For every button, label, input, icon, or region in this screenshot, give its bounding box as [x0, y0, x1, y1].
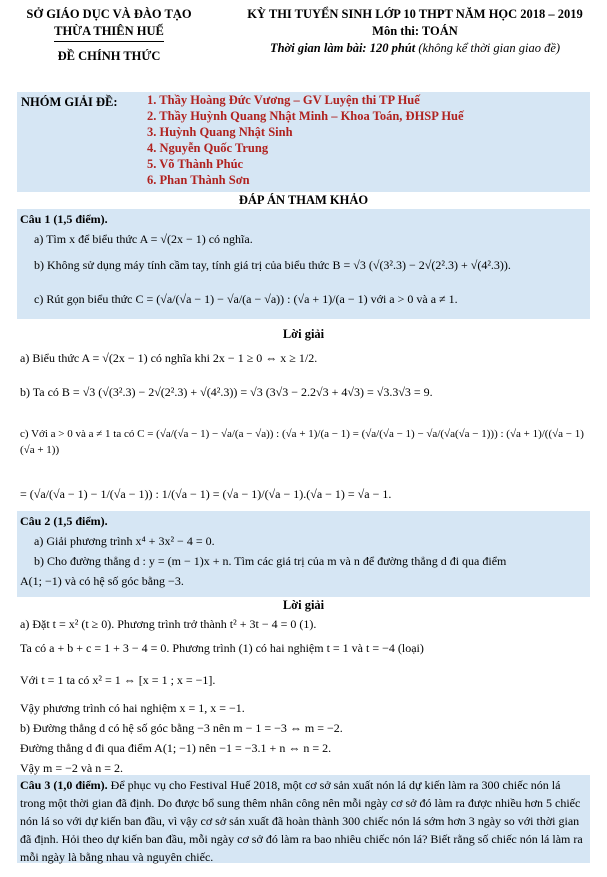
question3 [20, 776, 585, 866]
exam-time: Thời gian làm bài: 120 phút [269, 41, 416, 55]
solution2-line6: Đường thẳng d đi qua điểm A(1; −1) nên −1 = −3.1 + n ⇔ n = 2. [20, 741, 332, 755]
question1-part-a: a) Tìm x để biểu thức A = √(2x − 1) có nghĩa. [34, 232, 253, 246]
solver-team-box [17, 92, 590, 192]
question2-part-b-line1: b) Cho đường thẳng d : y = (m − 1)x + n. Tìm các giá trị của m và n để đường thẳng d đi qua điểm [34, 554, 507, 568]
question1-part-b: b) Không sử dụng máy tính cầm tay, tính giá trị của biểu thức B = √3 (√(3².3) − 2√(2².3) + √(4².3)). [34, 258, 511, 272]
solution1-part-c-line1: c) Với a > 0 và a ≠ 1 ta có C = (√a/(√a − 1) − √a/(a − √a)) : (√a + 1)/(a − 1) = (√a/(√a − 1) − √a/(√a(√a − 1))) : (√a + 1)/((√a − 1)(√a + 1)) [20, 428, 584, 456]
solution2-title: Lời giải [282, 598, 325, 612]
exam-time-note: (không kể thời gian giao đề) [418, 41, 561, 55]
official-label: ĐỀ CHÍNH THỨC [57, 49, 161, 63]
team-label: NHÓM GIẢI ĐỀ: [21, 95, 118, 109]
solution1-part-a: a) Biểu thức A = √(2x − 1) có nghĩa khi 2x − 1 ≥ 0 ⇔ x ≥ 1/2. [20, 351, 318, 365]
question2-title: Câu 2 (1,5 điểm). [20, 514, 108, 528]
solution2-line4: Vậy phương trình có hai nghiệm x = 1, x = −1. [20, 701, 245, 715]
team-member: 4. Nguyễn Quốc Trung [147, 141, 269, 155]
team-member: 5. Võ Thành Phúc [147, 157, 244, 171]
solution1-part-c-line2: = (√a/(√a − 1) − 1/(√a − 1)) : 1/(√a − 1) = (√a − 1)/(√a − 1).(√a − 1) = √a − 1. [20, 487, 392, 501]
question2 [20, 513, 585, 589]
solution1 [20, 350, 585, 502]
exam-header [0, 6, 607, 86]
solution2-line3: Với t = 1 ta có x² = 1 ⇔ [x = 1 ; x = −1]. [20, 673, 216, 687]
question1-title: Câu 1 (1,5 điểm). [20, 212, 108, 226]
department-line2: THỪA THIÊN HUẾ [54, 23, 164, 42]
solution2-line1: a) Đặt t = x² (t ≥ 0). Phương trình trở thành t² + 3t − 4 = 0 (1). [20, 617, 317, 631]
team-member: 1. Thầy Hoàng Đức Vương – GV Luyện thi TP Huế [147, 93, 420, 107]
question1 [20, 211, 585, 307]
answer-title: ĐÁP ÁN THAM KHẢO [238, 193, 369, 207]
team-member: 2. Thầy Huỳnh Quang Nhật Minh – Khoa Toán, ĐHSP Huế [147, 109, 464, 123]
solution1-title: Lời giải [282, 327, 325, 341]
question3-title: Câu 3 (1,0 điểm). [20, 778, 108, 792]
solution2-line2: Ta có a + b + c = 1 + 3 − 4 = 0. Phương trình (1) có hai nghiệm t = 1 và t = −4 (loại) [20, 641, 424, 655]
exam-subject: Môn thi: TOÁN [372, 24, 458, 38]
question2-part-a: a) Giải phương trình x⁴ + 3x² − 4 = 0. [34, 534, 215, 548]
team-member: 6. Phan Thành Sơn [147, 173, 250, 187]
exam-info-block [225, 6, 605, 57]
team-members [147, 92, 464, 188]
solution2-line7: Vậy m = −2 và n = 2. [20, 761, 123, 775]
solution2-line5: b) Đường thẳng d có hệ số góc bằng −3 nên m − 1 = −3 ⇔ m = −2. [20, 721, 343, 735]
question1-part-c: c) Rút gọn biểu thức C = (√a/(√a − 1) − √a/(a − √a)) : (√a + 1)/(a − 1) với a > 0 và a ≠ 1. [34, 292, 458, 306]
department-line1: SỞ GIÁO DỤC VÀ ĐÀO TẠO [26, 7, 192, 21]
question2-part-b-line2: A(1; −1) và có hệ số góc bằng −3. [20, 574, 184, 588]
department-block [4, 6, 214, 65]
solution2 [20, 616, 585, 776]
team-member: 3. Huỳnh Quang Nhật Sinh [147, 125, 293, 139]
exam-title: KỲ THI TUYỂN SINH LỚP 10 THPT NĂM HỌC 2018 – 2019 [247, 7, 583, 21]
question3-text: Để phục vụ cho Festival Huế 2018, một cơ sở sản xuất nón lá dự kiến làm ra 300 chiếc nón lá trong một thời gian đã định. Do được bổ sung thêm nhân công nên mỗi ngày cơ sở đó làm ra được nhiều hơn 5 chiếc nón lá so với dự kiến ban đầu, vì vậy cơ sở sản xuất đã hoàn thành 300 chiếc nón lá sớm hơn 3 ngày so với thời gian đã định. Hỏi theo dự kiến ban đầu, mỗi ngày cơ sở đó làm ra bao nhiêu chiếc nón lá? Biết rằng số chiếc nón lá làm ra mỗi ngày là bằng nhau và nguyên chiếc. [20, 778, 583, 864]
solution1-part-b: b) Ta có B = √3 (√(3².3) − 2√(2².3) + √(4².3)) = √3 (3√3 − 2.2√3 + 4√3) = √3.3√3 = 9. [20, 385, 433, 399]
